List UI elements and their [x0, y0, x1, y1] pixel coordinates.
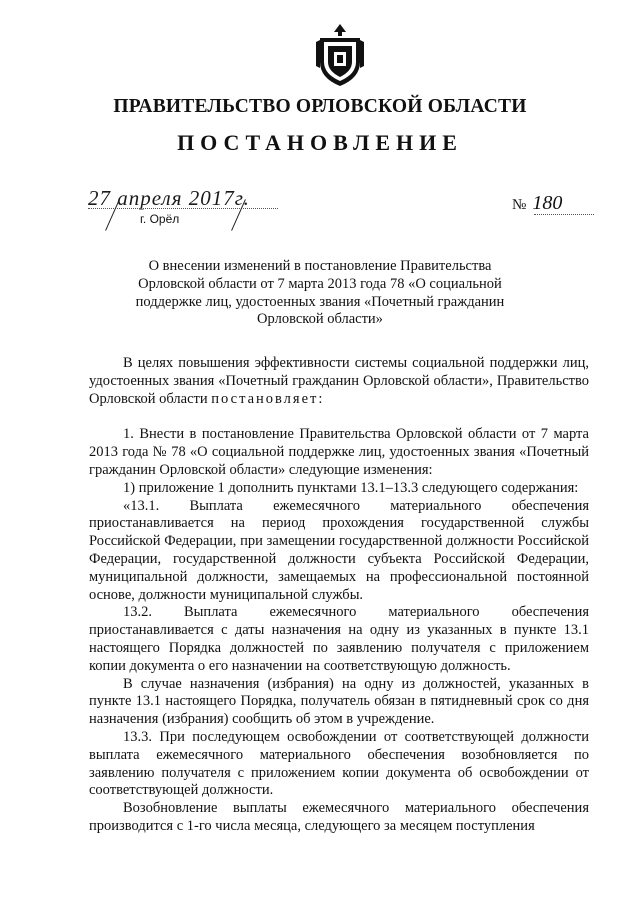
number-label: №: [512, 197, 527, 213]
paragraph-13-3: 13.3. При последующем освобождении от соответствующей должности выплата ежемесячного материального обеспечения возобновляется по заявлению получателя с приложением копии документа об освобождении от соответствующей должности.: [89, 728, 589, 799]
paragraph-2: 1) приложение 1 дополнить пунктами 13.1–13.3 следующего содержания:: [123, 479, 579, 496]
intro-decree-word: постановляет:: [211, 390, 325, 407]
paragraph-13-1: «13.1. Выплата ежемесячного материального обеспечения приостанавливается на период прохождения государственной службы Российской Федерации, при замещении государственной должности Российской Федерации, государственной должности субъекта Российской Федерации, муниципальной должности, замещаемых на профессиональной постоянной основе, должности муниципальной службы.: [89, 497, 589, 603]
number-underline: [534, 214, 594, 215]
intro-text: В целях повышения эффективности системы социальной поддержки лиц, удостоенных звания «Почетный гражданин Орловской области», Правительство Орловской области: [89, 355, 589, 407]
paragraph-resumption: Возобновление выплаты ежемесячного материального обеспечения производится с 1-го числа месяца, следующего за месяцем поступления: [89, 800, 589, 834]
city-label: г. Орёл: [140, 212, 180, 226]
document-body: [89, 355, 589, 836]
document-subject: О внесении изменений в постановление Правительства Орловской области от 7 марта 2013 года 78 «О социальной поддержке лиц, удостоенных звания «Почетный гражданин Орловской области»: [135, 258, 505, 328]
intro-paragraph: [89, 355, 589, 408]
document-type: ПОСТАНОВЛЕНИЕ: [177, 130, 463, 155]
paragraph-1: 1. Внести в постановление Правительства Орловской области от 7 марта 2013 года № 78 «О социальной поддержке лиц, удостоенных звания «Почетный гражданин Орловской области» следующие изменения:: [89, 426, 589, 478]
number-value: 180: [532, 192, 563, 214]
date-underline: [88, 208, 278, 210]
paragraph-appointment: В случае назначения (избрания) на одну из должностей, указанных в пункте 13.1 настоящего Порядка, получатель обязан в пятидневный срок со дня назначения (избрания) сообщить об этом в учреждение.: [89, 675, 589, 728]
date-handwritten: 27 апреля 2017г.: [88, 186, 250, 210]
document-number: [512, 192, 562, 215]
paragraph-13-2: 13.2. Выплата ежемесячного материального обеспечения приостанавливается с даты назначения на одну из указанных в пункте 13.1 настоящего Порядка должностей по заявлению получателя с приложением копии документа о его назначении на соответствующую должность.: [89, 604, 589, 674]
government-title: ПРАВИТЕЛЬСТВО ОРЛОВСКОЙ ОБЛАСТИ: [113, 96, 527, 117]
coat-of-arms-icon: [312, 22, 368, 88]
